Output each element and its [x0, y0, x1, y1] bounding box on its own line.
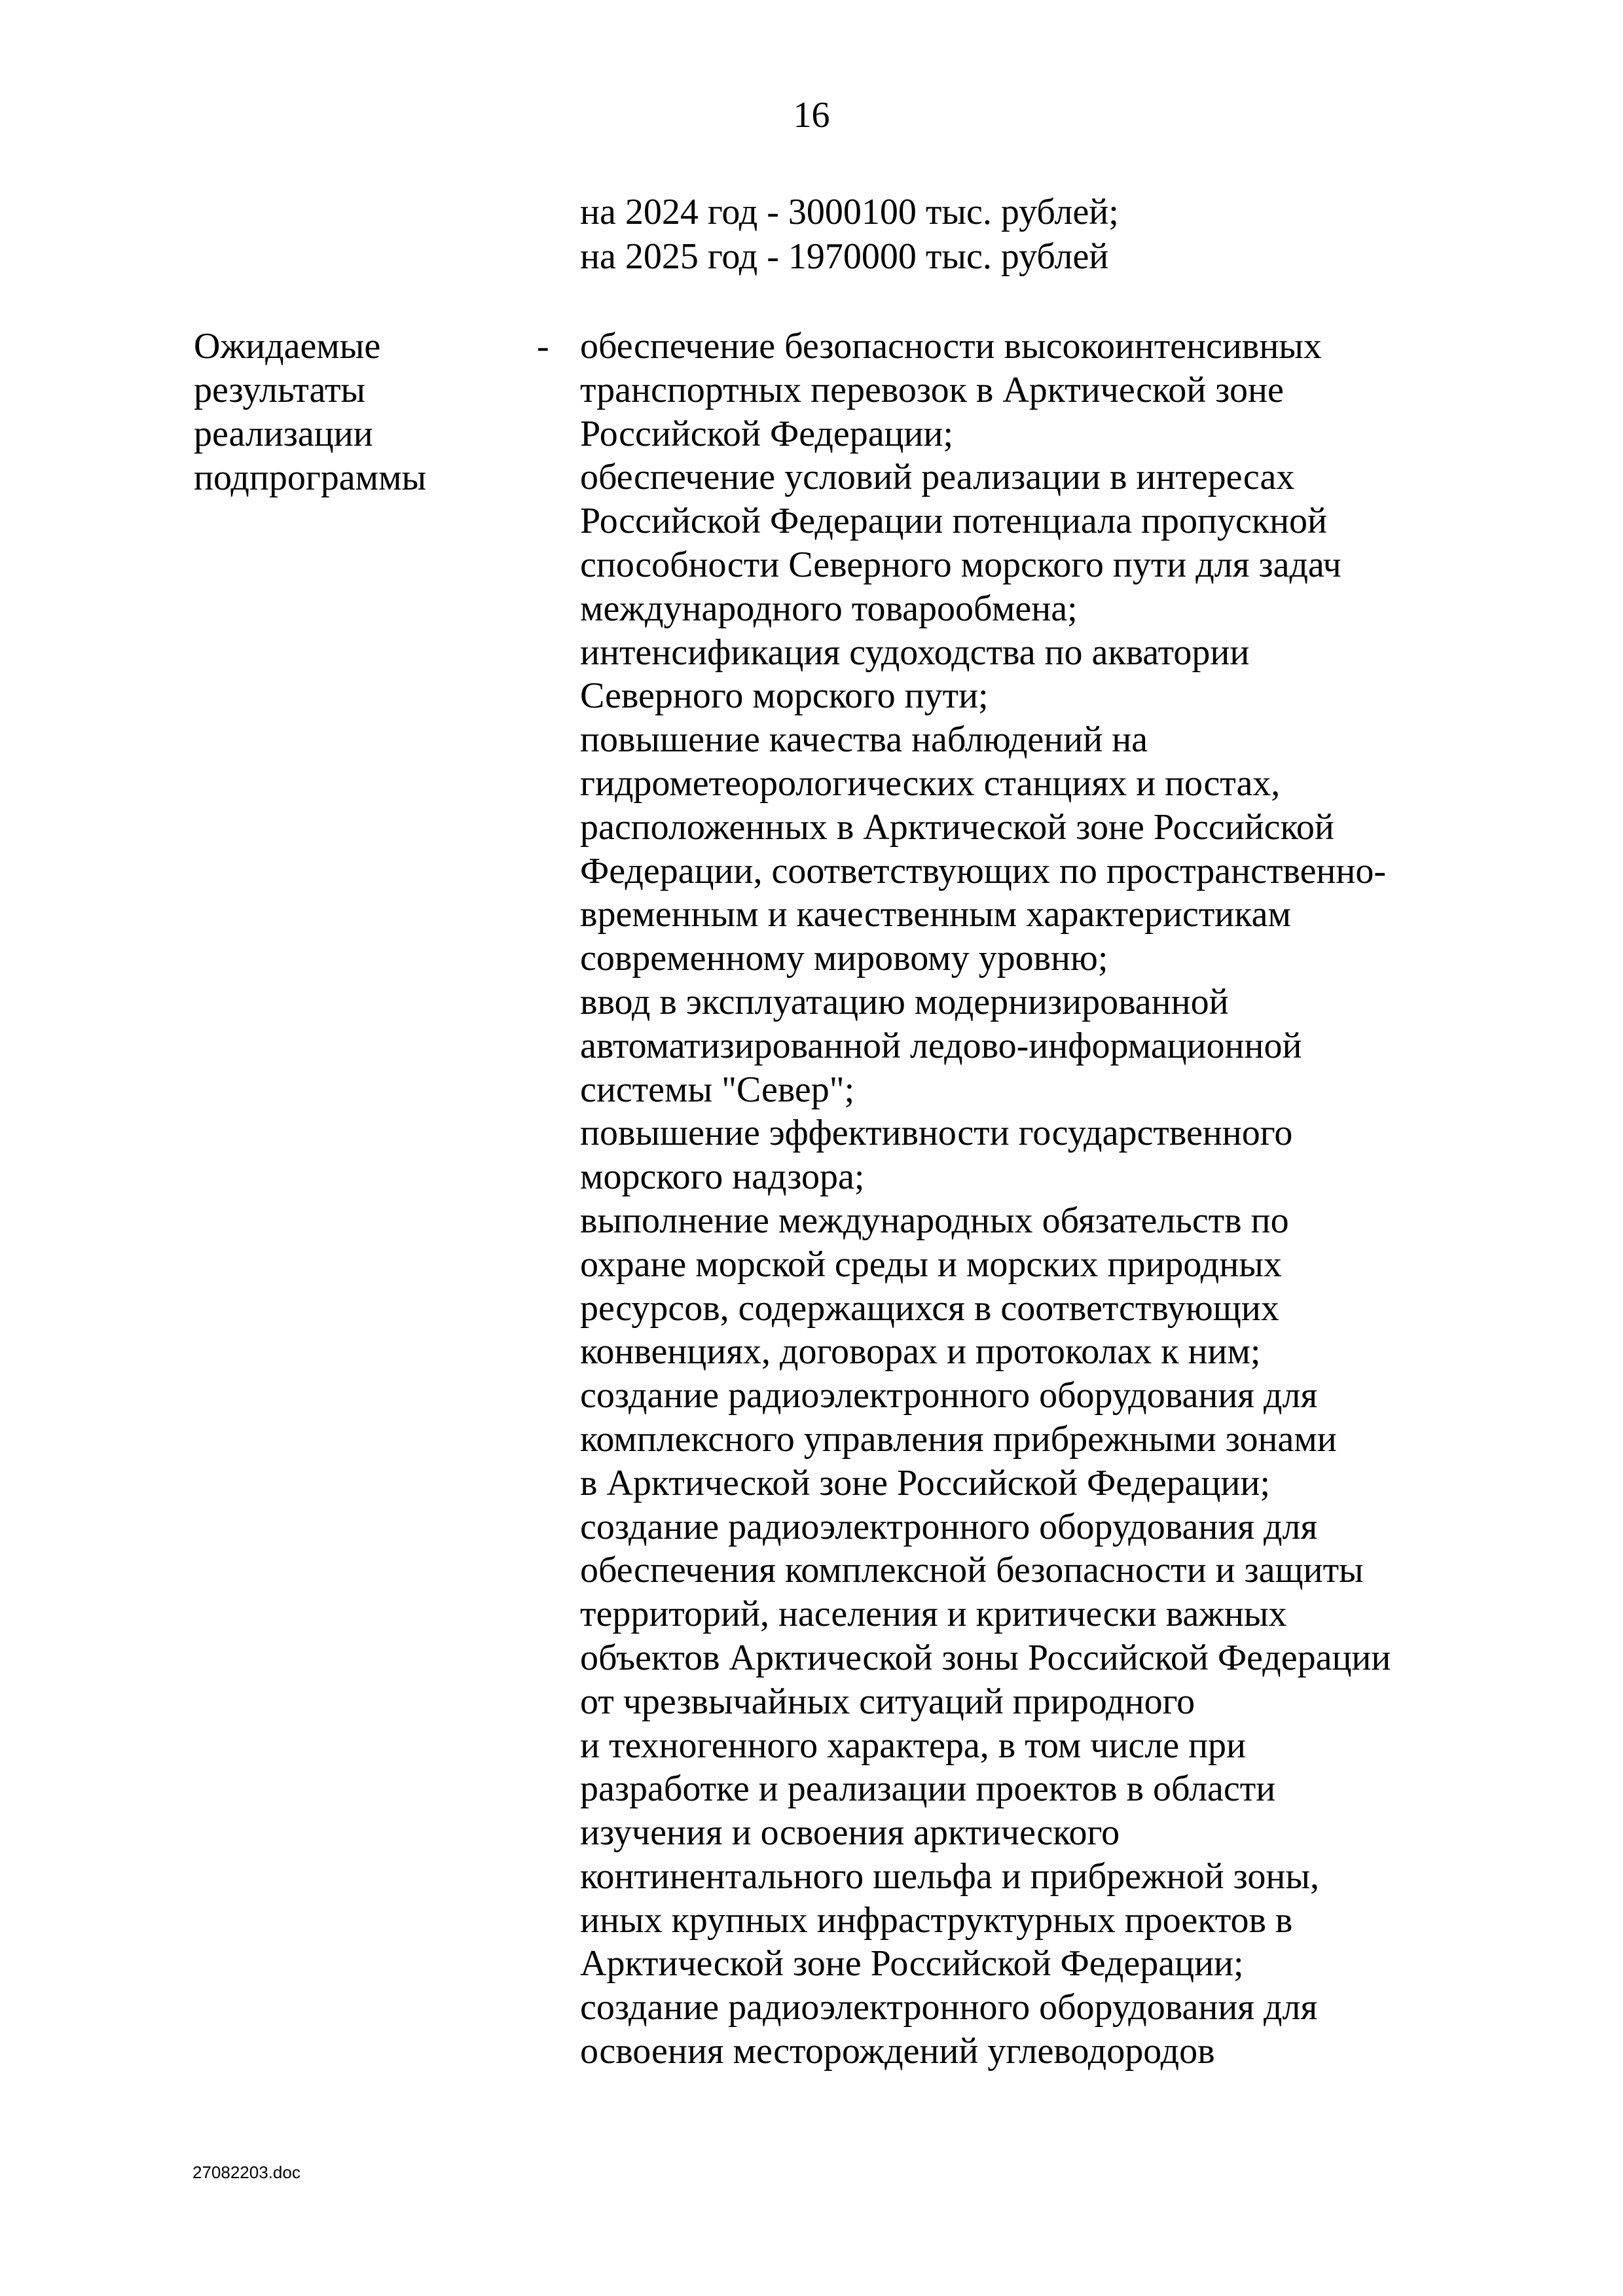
- separator-dash: -: [537, 326, 549, 367]
- results-line: повышение качества наблюдений на: [580, 719, 1148, 761]
- results-line: Северного морского пути;: [580, 675, 989, 717]
- results-line: современному мировому уровню;: [580, 938, 1108, 979]
- results-line: обеспечение условий реализации в интересах: [580, 457, 1295, 498]
- page-number: 16: [793, 95, 830, 135]
- results-line: Российской Федерации;: [580, 413, 954, 454]
- funding-block: [580, 190, 1119, 279]
- funding-line: на 2024 год - 3000100 тыс. рублей;: [580, 192, 1119, 232]
- results-line: способности Северного морского пути для задач: [580, 544, 1341, 585]
- results-line: Российской Федерации потенциала пропускной: [580, 501, 1327, 542]
- section-label-line: реализации: [194, 414, 373, 454]
- results-line: создание радиоэлектронного оборудования для: [580, 1506, 1318, 1547]
- expected-results-text: [580, 325, 1391, 2073]
- results-line: системы "Север";: [580, 1069, 855, 1110]
- results-line: расположенных в Арктической зоне Российской: [580, 806, 1334, 848]
- section-label-line: результаты: [194, 370, 366, 410]
- results-line: временным и качественным характеристикам: [580, 894, 1291, 935]
- results-line: гидрометеорологических станциях и постах,: [580, 762, 1281, 804]
- footer-filename: 27082203.doc: [192, 2162, 301, 2182]
- results-line: комплексного управления прибрежными зонами: [580, 1418, 1337, 1460]
- section-label-line: Ожидаемые: [194, 326, 381, 367]
- results-line: охране морской среды и морских природных: [580, 1244, 1282, 1285]
- results-line: разработке и реализации проектов в области: [580, 1768, 1276, 1810]
- results-line: объектов Арктической зоны Российской Федерации: [580, 1637, 1391, 1678]
- results-line: выполнение международных обязательств по: [580, 1200, 1289, 1241]
- results-line: изучения и освоения арктического: [580, 1812, 1120, 1854]
- results-line: морского надзора;: [580, 1157, 865, 1198]
- results-line: транспортных перевозок в Арктической зоне: [580, 369, 1284, 410]
- results-line: международного товарообмена;: [580, 588, 1078, 629]
- results-line: интенсификация судоходства по акватории: [580, 632, 1250, 673]
- results-line: ввод в эксплуатацию модернизированной: [580, 981, 1229, 1022]
- results-line: Федерации, соответствующих по пространственно-: [580, 850, 1387, 891]
- results-line: иных крупных инфраструктурных проектов в: [580, 1899, 1293, 1941]
- results-line: в Арктической зоне Российской Федерации;: [580, 1462, 1271, 1503]
- results-line: создание радиоэлектронного оборудования для: [580, 1987, 1318, 2028]
- results-line: от чрезвычайных ситуаций природного: [580, 1681, 1195, 1722]
- results-line: и техногенного характера, в том числе при: [580, 1725, 1247, 1766]
- results-line: повышение эффективности государственного: [580, 1113, 1293, 1154]
- funding-line: на 2025 год - 1970000 тыс. рублей: [580, 236, 1109, 277]
- results-line: конвенциях, договорах и протоколах к ним;: [580, 1331, 1261, 1372]
- section-label: [194, 325, 426, 500]
- results-line: обеспечение безопасности высокоинтенсивных: [580, 326, 1322, 367]
- results-line: автоматизированной ледово-информационной: [580, 1025, 1302, 1066]
- results-line: обеспечения комплексной безопасности и защиты: [580, 1550, 1364, 1591]
- results-line: континентального шельфа и прибрежной зоны,: [580, 1856, 1319, 1897]
- results-line: ресурсов, содержащихся в соответствующих: [580, 1287, 1279, 1329]
- section-label-line: подпрограммы: [194, 457, 427, 498]
- results-line: освоения месторождений углеводородов: [580, 2031, 1215, 2072]
- results-line: создание радиоэлектронного оборудования для: [580, 1375, 1318, 1416]
- results-line: территорий, населения и критически важных: [580, 1594, 1287, 1635]
- results-line: Арктической зоне Российской Федерации;: [580, 1943, 1244, 1984]
